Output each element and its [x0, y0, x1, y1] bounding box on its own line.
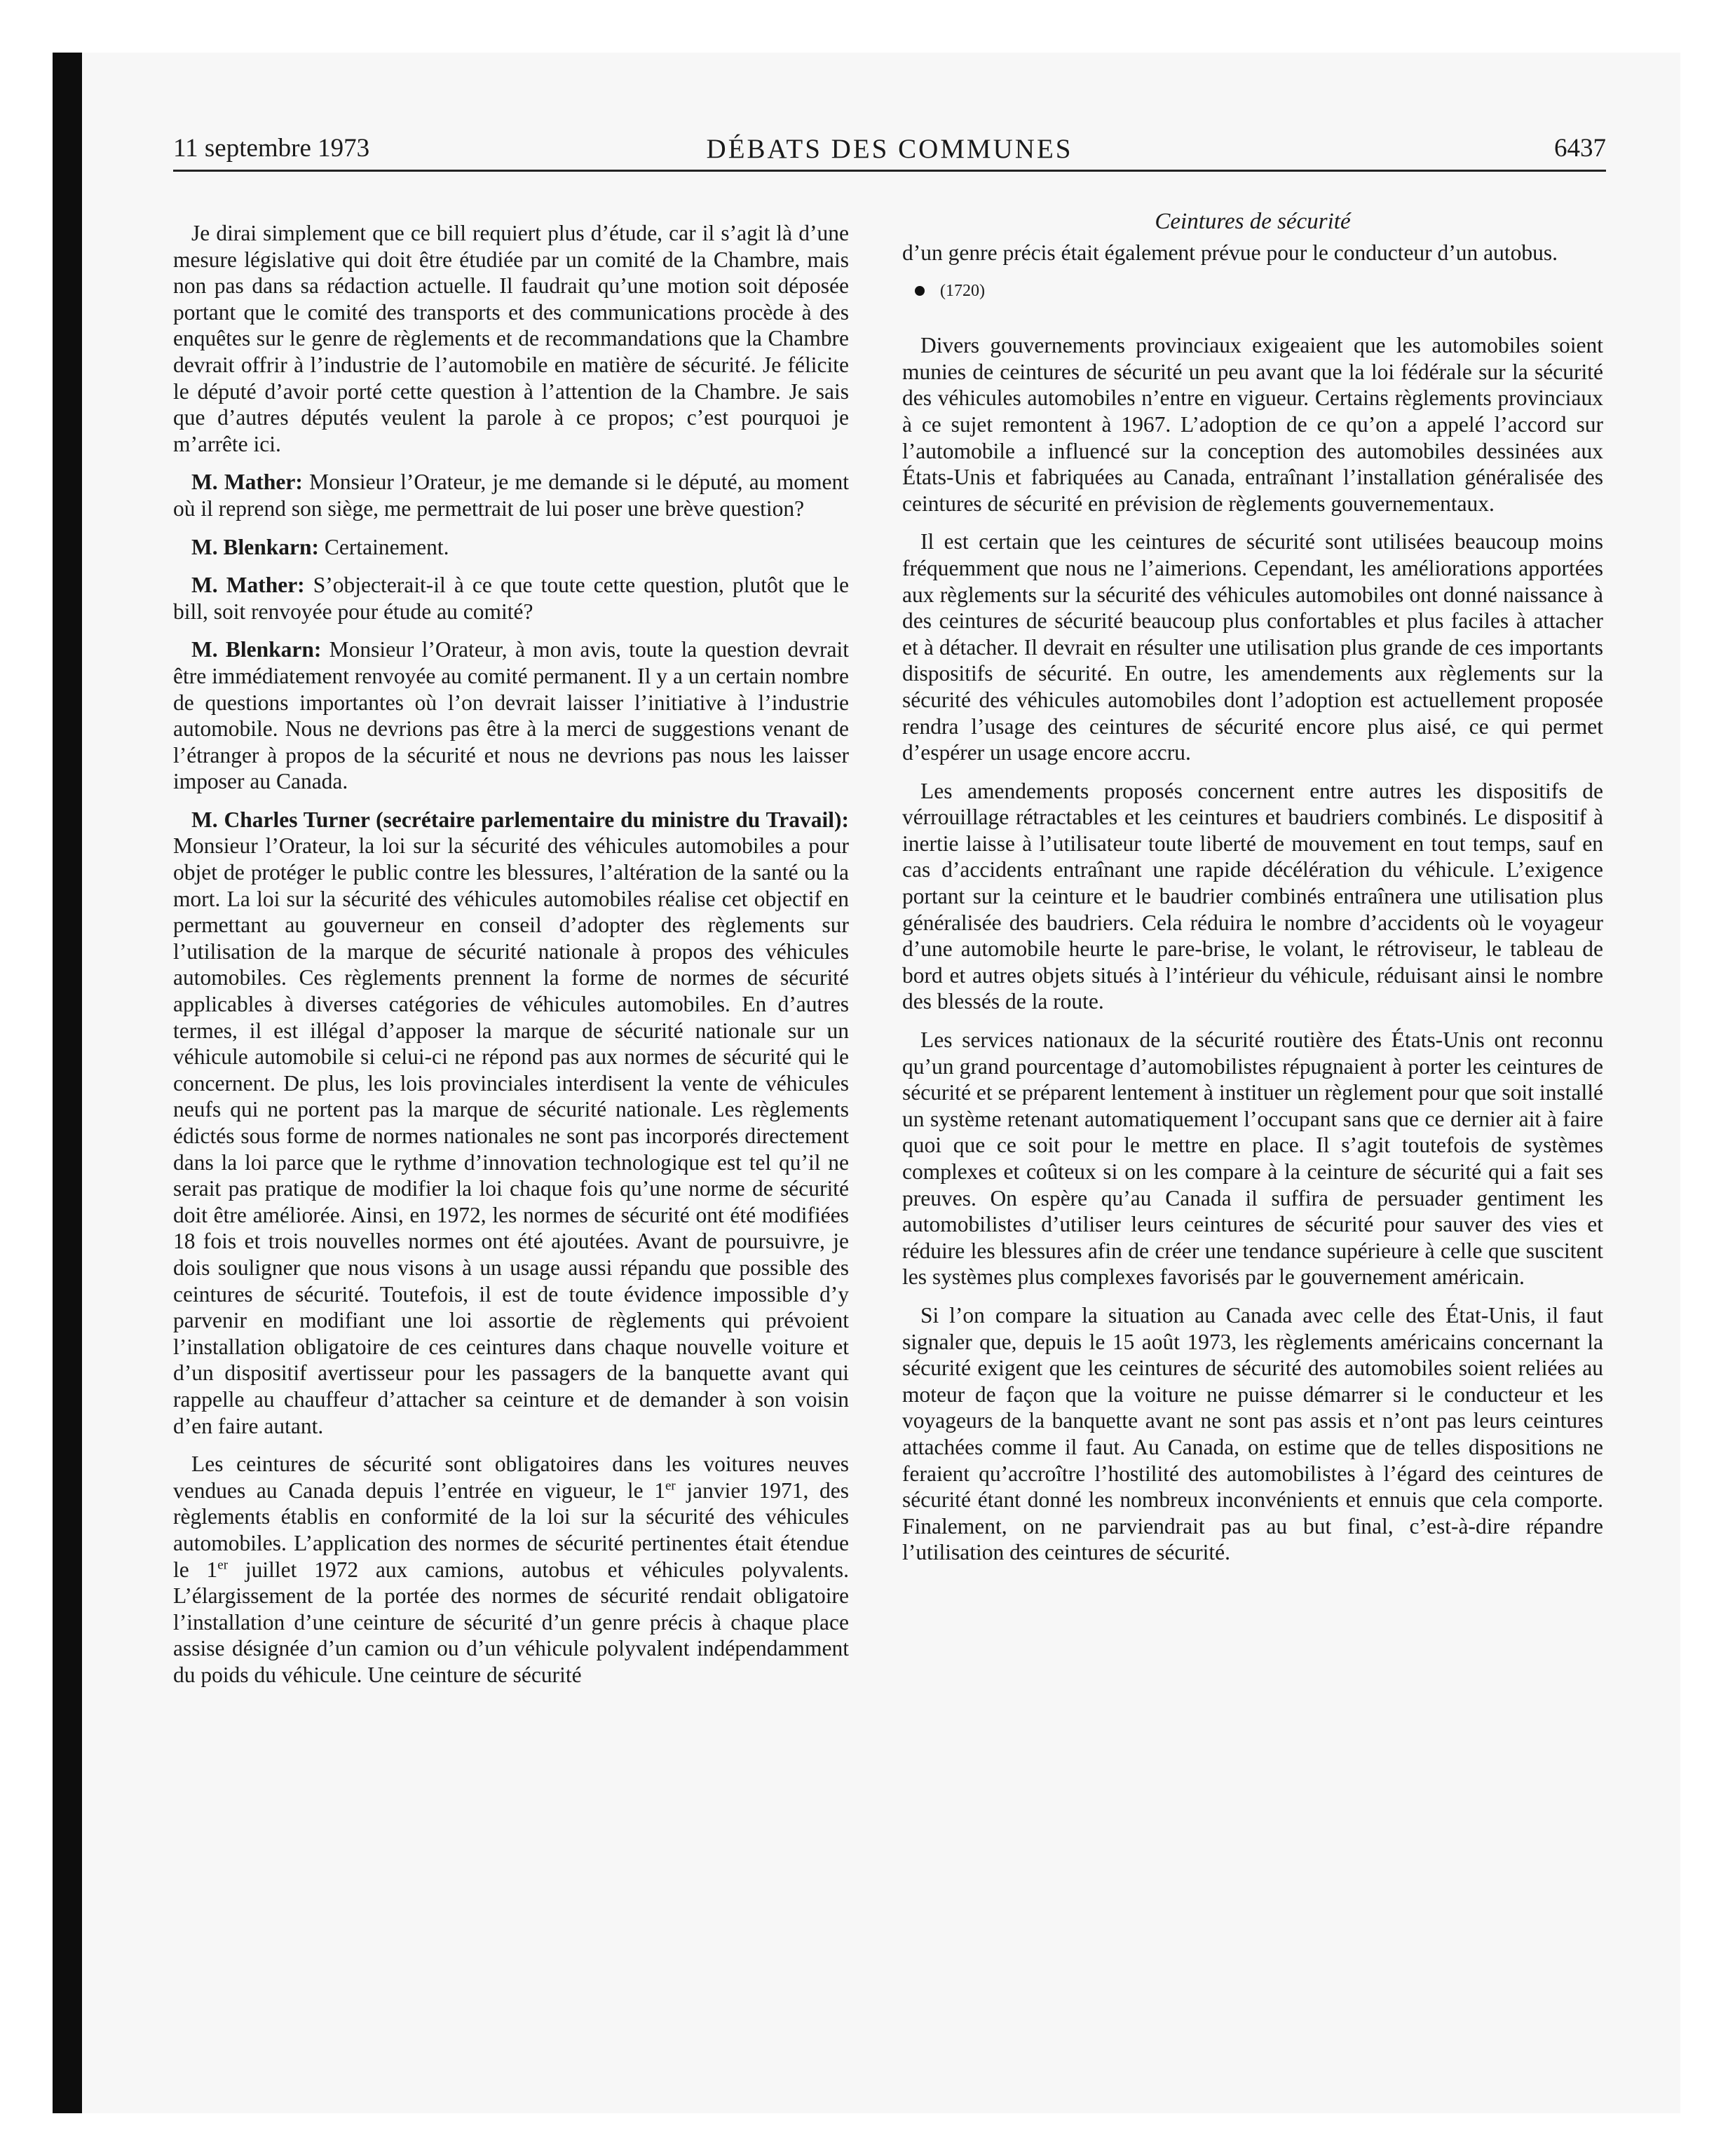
speaker-name: M. Charles Turner (secrétaire parlementaire du ministre du Travail): [191, 807, 849, 832]
speaker-name: M. Blenkarn: [191, 534, 320, 559]
header-date: 11 septembre 1973 [173, 134, 370, 163]
paragraph [173, 807, 849, 1439]
paragraph: Il est certain que les ceintures de sécurité sont utilisées beaucoup moins fréquemment que nous ne l’aimerions. Cependant, les améliorations apportées aux règlements sur la sécurité des véhicules automobiles ont donné naissance à des ceintures de sécurité beaucoup plus confortables et plus faciles à attacher et à détacher. Il devrait en résulter une utilisation plus grande de ces importants dispositifs de sécurité. En outre, les amendements aux règlements sur la sécurité des véhicules automobiles dont l’adoption est actuellement proposée rendra l’usage des ceintures de sécurité encore plus aisé, ce qui permet d’espérer un usage encore accru. [902, 529, 1603, 765]
speech-text: Monsieur l’Orateur, à mon avis, toute la question devrait être immédiatement renvoyée au comité permanent. Il y a un certain nombre de questions importantes où l’on devrait laisser l’initiative à l’industrie automobile. Nous ne devrions pas être à la merci de suggestions venant de l’étranger à propos de la sécurité et nous ne devrions pas nous les laisser imposer au Canada. [173, 637, 849, 794]
running-title: Ceintures de sécurité [1155, 209, 1351, 234]
paragraph: Je dirai simplement que ce bill requiert plus d’étude, car il s’agit là d’une mesure législative qui doit être étudiée par un comité de la Chambre, mais non pas dans sa rédaction actuelle. Il faudrait qu’une motion soit déposée portant que le comité des transports et des communications procède à des enquêtes sur le genre de règlements et de recommandations que la Chambre devrait offrir à l’industrie de l’automobile en matière de sécurité. Je félicite le député d’avoir porté cette question à l’attention de la Chambre. Je sais que d’autres députés veulent la parole à ce propos; c’est pourquoi je m’arrête ici. [173, 221, 849, 456]
paragraph [173, 469, 849, 521]
right-column [902, 207, 1603, 1578]
time-marker-label: (1720) [940, 281, 985, 300]
page-header [173, 133, 1606, 172]
speech-text: Monsieur l’Orateur, la loi sur la sécurité des véhicules automobiles a pour objet de protéger le public contre les blessures, l’altération de la santé ou la mort. La loi sur la sécurité des véhicules automobiles réalise cet objectif en permettant au gouverneur en conseil d’adopter des règlements sur l’utilisation de la marque de sécurité nationale à propos des véhicules automobiles. Ces règlements prennent la forme de normes de sécurité applicables à diverses catégories de véhicules automobiles. En d’autres termes, il est illégal d’apposer la marque de sécurité nationale sur un véhicule automobile si celui-ci ne répond pas aux normes de sécurité qui le concernent. De plus, les lois provinciales interdisent la vente de véhicules neufs qui ne portent pas la marque de sécurité nationale. Les règlements édictés sous forme de normes nationales ne sont pas incorporés directement dans la loi parce que le rythme d’innovation technologique est tel qu’il ne serait pas pratique de modifier la loi chaque fois qu’une norme de sécurité doit être améliorée. Ainsi, en 1972, les normes de sécurité ont été modifiées 18 fois et trois nouvelles normes ont été ajoutées. Avant de poursuivre, je dois souligner que nous visons à un usage aussi répandu que possible des ceintures de sécurité. Toutefois, il est de toute évidence impossible d’y parvenir en modifiant une loi assortie de règlements qui prévoient l’installation obligatoire de ces ceintures dans chaque nouvelle voiture et d’un dispositif avertisseur pour les passagers de la banquette avant qui rappelle au chauffeur d’attacher sa ceinture et de demander à son voisin d’en faire autant. [173, 833, 849, 1438]
speaker-name: M. Mather: [191, 573, 305, 598]
paragraph [173, 572, 849, 625]
paragraph [173, 534, 849, 561]
paragraph-continued: d’un genre précis était également prévue pour le conducteur d’un autobus. [902, 240, 1558, 265]
text-run: juillet 1972 aux camions, autobus et véhicules polyvalents. L’élargissement de la portée des normes de sécurité rendait obligatoire l’installation d’une ceinture de sécurité d’un genre précis à chaque place assise désignée d’un camion ou d’un véhicule polyvalent indépendamment du poids du véhicule. Une ceinture de sécurité [173, 1557, 849, 1687]
left-column [173, 220, 849, 1700]
ordinal-superscript: er [217, 1557, 229, 1572]
paragraph: Les amendements proposés concernent entre autres les dispositifs de vérrouillage rétractables et les ceintures et baudriers combinés. Le dispositif à inertie laisse à l’utilisateur toute liberté de mouvement en tout temps, sauf en cas d’accidents entraînant une rapide décélération du véhicule. L’exigence portant sur la ceinture et le baudrier combinés entraînera une utilisation plus généralisée des baudriers. Cela réduira le nombre d’accidents où le voyageur d’une automobile heurte le pare-brise, le volant, le rétroviseur, le tableau de bord et autres objets situés à l’intérieur du véhicule, réduisant ainsi le nombre des blessés de la route. [902, 778, 1603, 1014]
paragraph: Les services nationaux de la sécurité routière des États-Unis ont reconnu qu’un grand pourcentage d’automobilistes répugnaient à porter les ceintures de sécurité et se préparent lentement à instituer un règlement pour que soit installé un système retenant automatiquement l’occupant sans que ce dernier ait à faire quoi que ce soit pour le mettre en place. Il s’agit toutefois de systèmes complexes et coûteux si on les compare à la ceinture de sécurité qui a fait ses preuves. On espère qu’au Canada il suffira de persuader gentiment les automobilistes d’utiliser leurs ceintures de sécurité pour sauver des vies et réduire les blessures afin de créer une tendance supérieure à celle que suscitent les systèmes plus complexes favorisés par le gouvernement américain. [902, 1028, 1603, 1290]
text-run: janvier 1971, des règlements établis en conformité de la loi sur la sécurité des véhicules automobiles. L’application des normes de sécurité pertinentes était étendue le 1 [173, 1478, 850, 1582]
header-title: DÉBATS DES COMMUNES [706, 134, 1073, 164]
time-marker [902, 278, 1603, 305]
speech-text: Monsieur l’Orateur, je me demande si le député, au moment où il reprend son siège, me permettrait de lui poser une brève question? [173, 470, 849, 521]
bullet-icon [915, 286, 925, 296]
speaker-name: M. Mather: [191, 470, 303, 495]
text-run: Les ceintures de sécurité sont obligatoires dans les voitures neuves vendues au Canada depuis l’entrée en vigueur, le 1 [173, 1452, 849, 1503]
paragraph: Divers gouvernements provinciaux exigeaient que les automobiles soient munies de ceintures de sécurité un peu avant que la loi fédérale sur la sécurité des véhicules automobiles n’entre en vigueur. Certains règlements provinciaux à ce sujet remontent à 1967. L’adoption de ce qu’on a appelé l’accord sur l’automobile a influencé sur la conception des automobiles dessinées aux États-Unis et fabriquées au Canada, entraînant l’installation généralisée des ceintures de sécurité en prévision de règlements gouvernementaux. [902, 333, 1603, 516]
speech-text: Certainement. [319, 534, 449, 559]
paragraph: Si l’on compare la situation au Canada avec celle des État-Unis, il faut signaler que, depuis le 15 août 1973, les règlements américains concernant la sécurité exigent que les ceintures de sécurité des automobiles soient reliées au moteur de façon que la voiture ne puisse démarrer si le conducteur et les voyageurs de la banquette avant ne sont pas assis et n’ont pas leurs ceintures attachées comme il faut. Au Canada, on estime que de telles dispositions ne feraient qu’accroître l’hostilité des automobilistes à l’égard des ceintures de sécurité étant donné les nombreux inconvénients et ennuis que cela comporte. Finalement, on ne parviendrait pas au but final, c’est-à-dire répandre l’utilisation des ceintures de sécurité. [902, 1302, 1603, 1565]
ordinal-superscript: er [665, 1478, 676, 1494]
scan-edge-bar [53, 53, 82, 2113]
paragraph [173, 636, 849, 795]
speaker-name: M. Blenkarn: [191, 637, 322, 662]
paragraph [173, 1451, 849, 1688]
page-number: 6437 [1554, 134, 1606, 163]
speech-text: S’objecterait-il à ce que toute cette question, plutôt que le bill, soit renvoyée pour étude au comité? [173, 573, 849, 624]
